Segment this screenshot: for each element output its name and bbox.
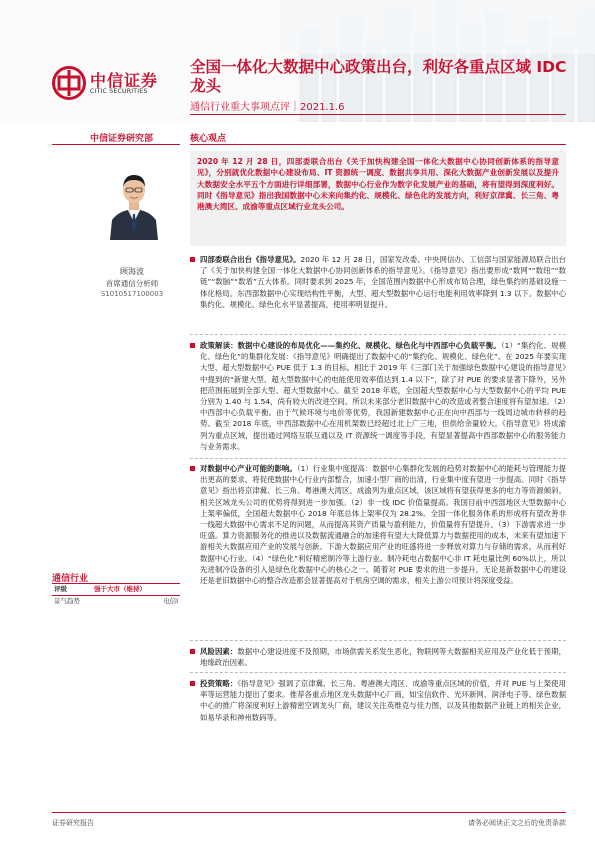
analyst-title: 首席通信分析师 <box>105 279 159 288</box>
paragraph-separator <box>190 458 566 459</box>
left-divider <box>52 144 180 145</box>
paragraph-4 <box>190 646 566 668</box>
paragraph-lead: 风险因素： <box>200 647 238 656</box>
paragraph-text: 2020 年 12 月 28 日，国家发改委、中央网信办、工信部与国家能源局联合出台了《关于加快构建全国一体化大数据中心协同创新体系的指导意见》。《指导意见》指出要形成“数网”“数纽”“数链”“数脑”“数盾”五大体系。同时要求到 2025 年，全国范围内数据中心形成布局合理，绿色集约的基础设施一体化格局。东西部数据中心实现结构性平衡，大型、超大型数据中心运行电能利用效率降到 1.3 以下。数据中心集约化、规模化、绿色化水平显著提高，使用率明显提升。 <box>200 255 566 309</box>
footer-divider <box>52 812 566 813</box>
bullet-icon <box>190 257 195 262</box>
paragraph-2 <box>190 340 566 452</box>
paragraph-separator <box>190 672 566 673</box>
logo-text-en: CITIC SECURITIES <box>90 88 148 95</box>
research-dept-label: 中信证券研究部 <box>90 134 154 144</box>
paragraph-lead: 政策解读：数据中心建设的布局优化——集约化、规模化、绿色化与中西部中心负载平衡。 <box>200 341 501 350</box>
analyst-license-id: S1010517100003 <box>100 290 164 298</box>
paragraph-text: 《指导意见》强调了京津冀、长三角、粤港澳大湾区、成渝等重点区域的价值，并对 PUE 与上架使用率等运营能力提出了要求。推荐各重点地区龙头数据中心厂商，如宝信软件、光环新网、润泽电子等。绿色数据中心的推广将深度利好上游精密空调龙头厂商，建议关注英维克与佳力图，以及其他数据产业链上的相关企业，如易华录和神州数码等。 <box>200 679 566 722</box>
paragraph-lead: 对数据中心产业可能的影响。 <box>200 464 297 473</box>
report-title: 全国一体化大数据中心政策出台，利好各重点区域 IDC 龙头 <box>190 58 567 95</box>
core-divider <box>190 144 566 145</box>
paragraph-lead: 四部委联合出台《指导意见》。 <box>200 255 301 264</box>
paragraph-text: 数据中心建设进度不及预期，市场供需关系发生恶化，物联网等大数据相关应用及产业化低于预期，地缘政治因素。 <box>200 647 566 668</box>
bullet-icon <box>190 681 195 686</box>
core-view-heading: 核心观点 <box>190 134 227 144</box>
summary-box <box>190 151 566 246</box>
rating-row <box>52 584 180 596</box>
analyst-photo <box>108 162 160 240</box>
bullet-icon <box>190 466 195 471</box>
footer-disclaimer: 请务必阅读正文之后的免责条款 <box>468 819 566 827</box>
paragraph-separator <box>190 334 566 335</box>
paragraph-3 <box>190 463 566 586</box>
industry-heading: 通信行业 <box>52 574 89 584</box>
paragraph-text: （1）行业集中度提高：数据中心集群化发展的趋势对数据中心的能耗与管理能力提出更高的要求，将促使数据中心行业内部整合，加速小型厂商的出清，行业集中度有望进一步提高。同时《指导意见》指出将京津冀、长三角、粤港澳大湾区、成渝列为重点区域，该区域将有望获得更多的电力等资源倾斜。相关区域龙头公司的优势将得到进一步加强。（2）非一线 IDC 价值量提高。我国目前中西部地区大型数据中心上架率偏低，全国超大数据中心 2018 年底总体上架率仅为 28.2%。全国一体化服务体系的形成将有望改善非一线超大数据中心需求不足的问题，从而提高其资产质量与盈利能力，价值量将有望提升。（3）下游需求进一步旺盛。算力资源服务化的推进以及数据流通融合的加速将有望大大降低算力与数据使用的成本，未来有望加速下游相关大数据应用产业的发展与创新。下游大数据应用产业的旺盛将进一步释放对算力与存储的需求，从而利好数据中心行业。（4）“绿色化”利好精密制冷等上游行业。制冷耗电占数据中心非 IT 耗电量比例 60%以上，所以先进制冷设备的引入是绿色化数据中心的核心之一。随着对 PUE 要求的进一步提升，无论是新数据中心的建设还是老旧数据中心的整合改造都会显著提高对于机房空调的需求，相关上游公司预计将深度受益。 <box>200 464 566 586</box>
summary-text: 2020 年 12 月 28 日，四部委联合出台《关于加快构建全国一体化大数据中心协同创新体系的指导意见》，分别就优化数据中心建设布局、IT 资源统一调度、数据共享共用、深化大数据产业创新发展以及提升大数据安全水平五个方面进行详细部署，数据中心行业作为数字化发展产业的基础，将有望得到深度利好。同时《指导意见》指出我国数据中心未来向集约化、规模化、绿色化的发展方向，利好京津冀、长三角、粤港澳大湾区、成渝等重点区域行业龙头公司。 <box>197 157 559 212</box>
trend-value: 电信Ⅰ <box>163 597 178 605</box>
bullet-icon <box>190 343 195 348</box>
rating-table <box>52 584 180 607</box>
citic-logo <box>52 66 187 100</box>
bullet-icon <box>190 649 195 654</box>
logo-text-cn: 中信证券 <box>90 71 159 90</box>
report-subtitle: 通信行业重大事项点评｜2021.1.6 <box>190 102 345 113</box>
trend-row <box>52 596 180 607</box>
header-divider <box>190 114 566 115</box>
citic-logo-icon <box>52 66 86 100</box>
rating-label: 评级 <box>54 585 67 593</box>
footer-left-text: 证券研究报告 <box>52 819 94 827</box>
analyst-name: 顾海波 <box>120 267 144 276</box>
paragraph-1 <box>190 254 566 310</box>
paragraph-5 <box>190 678 566 723</box>
paragraph-text: （1）“集约化、规模化、绿色化”的集群化发展：《指导意见》明确提出了数据中心的“集约化、规模化、绿色化”。在 2025 年要实现大型、超大型数据中心 PUE 低于 1.3 的目标。相比于 2019 年《三部门关于加强绿色数据中心建设的指导意见》中提到的“新建大型、超大型数据中心的电能使用效率值达到 1.4 以下”，除了对 PUE 的要求显著下降外，另外把范围拓展到全部大型、超大型数据中心。截至 2018 年底，全国超大型数据中心与大型数据中心的平均 PUE 分别为 1.40 与 1.54，尚有较大的改进空间。所以未来部分老旧数据中心的改造或者整合速度将有望加速。（2）中西部中心负载平衡。由于气候环境与电价等优势，我国新建数据中心正在向中西部与一线周边城市转移的趋势。截至 2018 年底，中西部数据中心在用机架数已经超过北上广三地，但供给余量较大。《指导意见》将成渝列为重点区域，提出通过网络互联互通以及 IT 资源统一调度等手段，有望显著提高中西部数据中心的服务能力与业务需求。 <box>200 341 566 451</box>
paragraph-lead: 投资策略： <box>200 679 238 688</box>
paragraph-separator <box>190 640 566 641</box>
rating-value: 强于大市（维持） <box>94 585 146 593</box>
trend-label: 景气趋势 <box>54 597 80 605</box>
